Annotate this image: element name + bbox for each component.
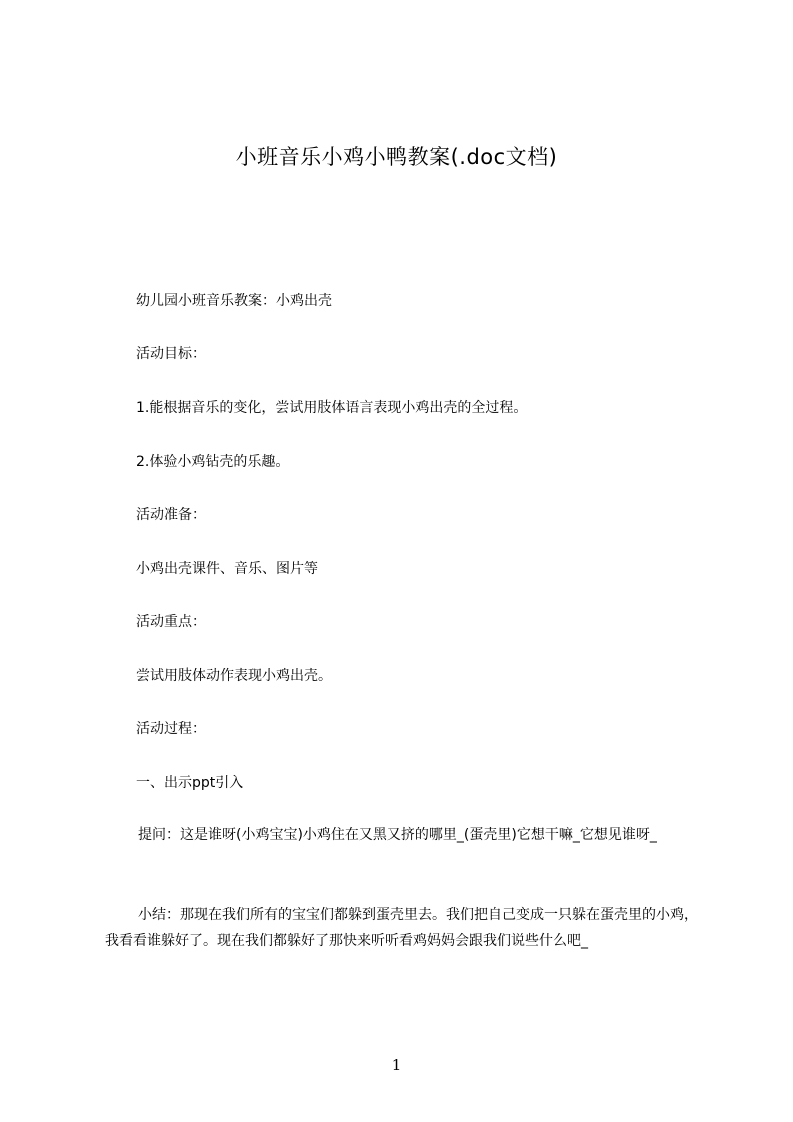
paragraph-goal-2: 2.体验小鸡钻壳的乐趣。	[136, 454, 290, 470]
paragraph-goals-heading: 活动目标：	[136, 346, 206, 362]
page-number: 1	[391, 1056, 402, 1074]
paragraph-prep-heading: 活动准备：	[136, 507, 206, 523]
paragraph-question: 提问：这是谁呀(小鸡宝宝)小鸡住在又黑又挤的哪里_(蛋壳里)它想干嘛_它想见谁呀_	[138, 827, 657, 843]
paragraph-goal-1: 1.能根据音乐的变化，尝试用肢体语言表现小鸡出壳的全过程。	[136, 400, 528, 416]
document-title: 小班音乐小鸡小鸭教案(.doc文档)	[235, 145, 558, 169]
paragraph-process-heading: 活动过程：	[136, 721, 206, 737]
paragraph-step-1: 一、出示ppt引入	[136, 775, 244, 791]
paragraph-focus-content: 尝试用肢体动作表现小鸡出壳。	[136, 668, 332, 684]
paragraph-summary: 小结：那现在我们所有的宝宝们都躲到蛋壳里去。我们把自己变成一只躲在蛋壳里的小鸡，我看看谁躲好了。现在我们都躲好了那快来听听看鸡妈妈会跟我们说些什么吧_	[105, 907, 698, 949]
paragraph-focus-heading: 活动重点：	[136, 614, 206, 630]
paragraph-prep-content: 小鸡出壳课件、音乐、图片等	[136, 561, 318, 577]
paragraph-intro: 幼儿园小班音乐教案：小鸡出壳	[136, 293, 332, 309]
